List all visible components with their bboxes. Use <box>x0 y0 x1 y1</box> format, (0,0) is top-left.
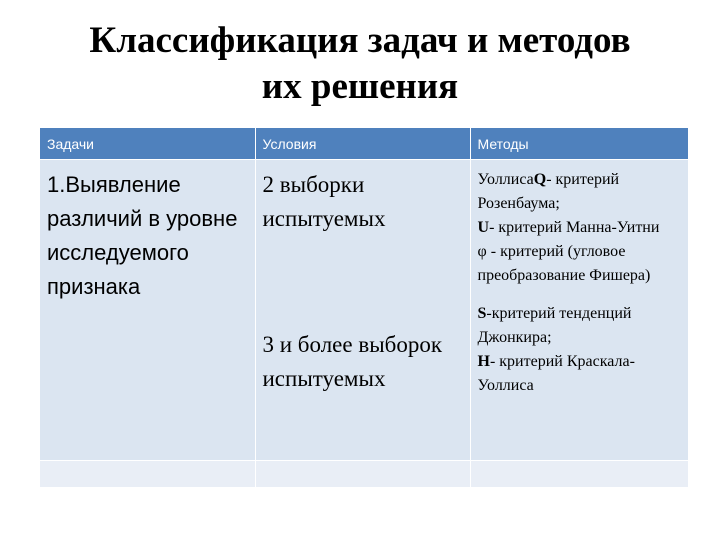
header-conditions: Условия <box>255 128 470 160</box>
title-line-2: их решения <box>261 66 459 107</box>
cell-methods <box>470 160 688 461</box>
method-phi-text: φ - критерий (угловое преобразование Фишера) <box>477 243 651 284</box>
method-h-text: - критерий Краскала-Уоллиса <box>477 353 635 394</box>
header-methods: Методы <box>470 128 688 160</box>
method-s-symbol: S <box>477 305 487 322</box>
method-q-symbol: Q <box>533 171 547 188</box>
cell-task <box>40 160 255 461</box>
method-q-text: - критерий Розенбаума; <box>477 171 620 212</box>
condition-two-samples: 2 выборки испытуемых <box>262 172 386 231</box>
condition-three-plus-samples: 3 и более выборок испытуемых <box>262 332 443 391</box>
empty-cell-3 <box>470 461 688 488</box>
method-h-symbol: H <box>477 353 490 370</box>
header-tasks: Задачи <box>40 128 255 160</box>
empty-row <box>40 461 688 488</box>
slide-title <box>0 18 720 110</box>
header-row <box>40 128 688 160</box>
method-q-prefix: Уоллиса <box>477 171 534 188</box>
table-row <box>40 160 688 461</box>
methods-group-three-plus-samples <box>478 302 682 398</box>
method-s-text: -критерий тенденций Джонкира; <box>477 305 632 346</box>
empty-cell-2 <box>255 461 470 488</box>
cell-conditions <box>255 160 470 461</box>
empty-cell-1 <box>40 461 255 488</box>
method-u-text: - критерий Манна-Уитни <box>489 219 660 236</box>
task-text: 1.Выявление различий в уровне исследуемого признака <box>47 172 238 299</box>
methods-group-two-samples <box>478 168 682 288</box>
classification-table <box>40 128 688 487</box>
method-u-symbol: U <box>477 219 490 236</box>
title-line-1: Классификация задач и методов <box>89 20 631 61</box>
